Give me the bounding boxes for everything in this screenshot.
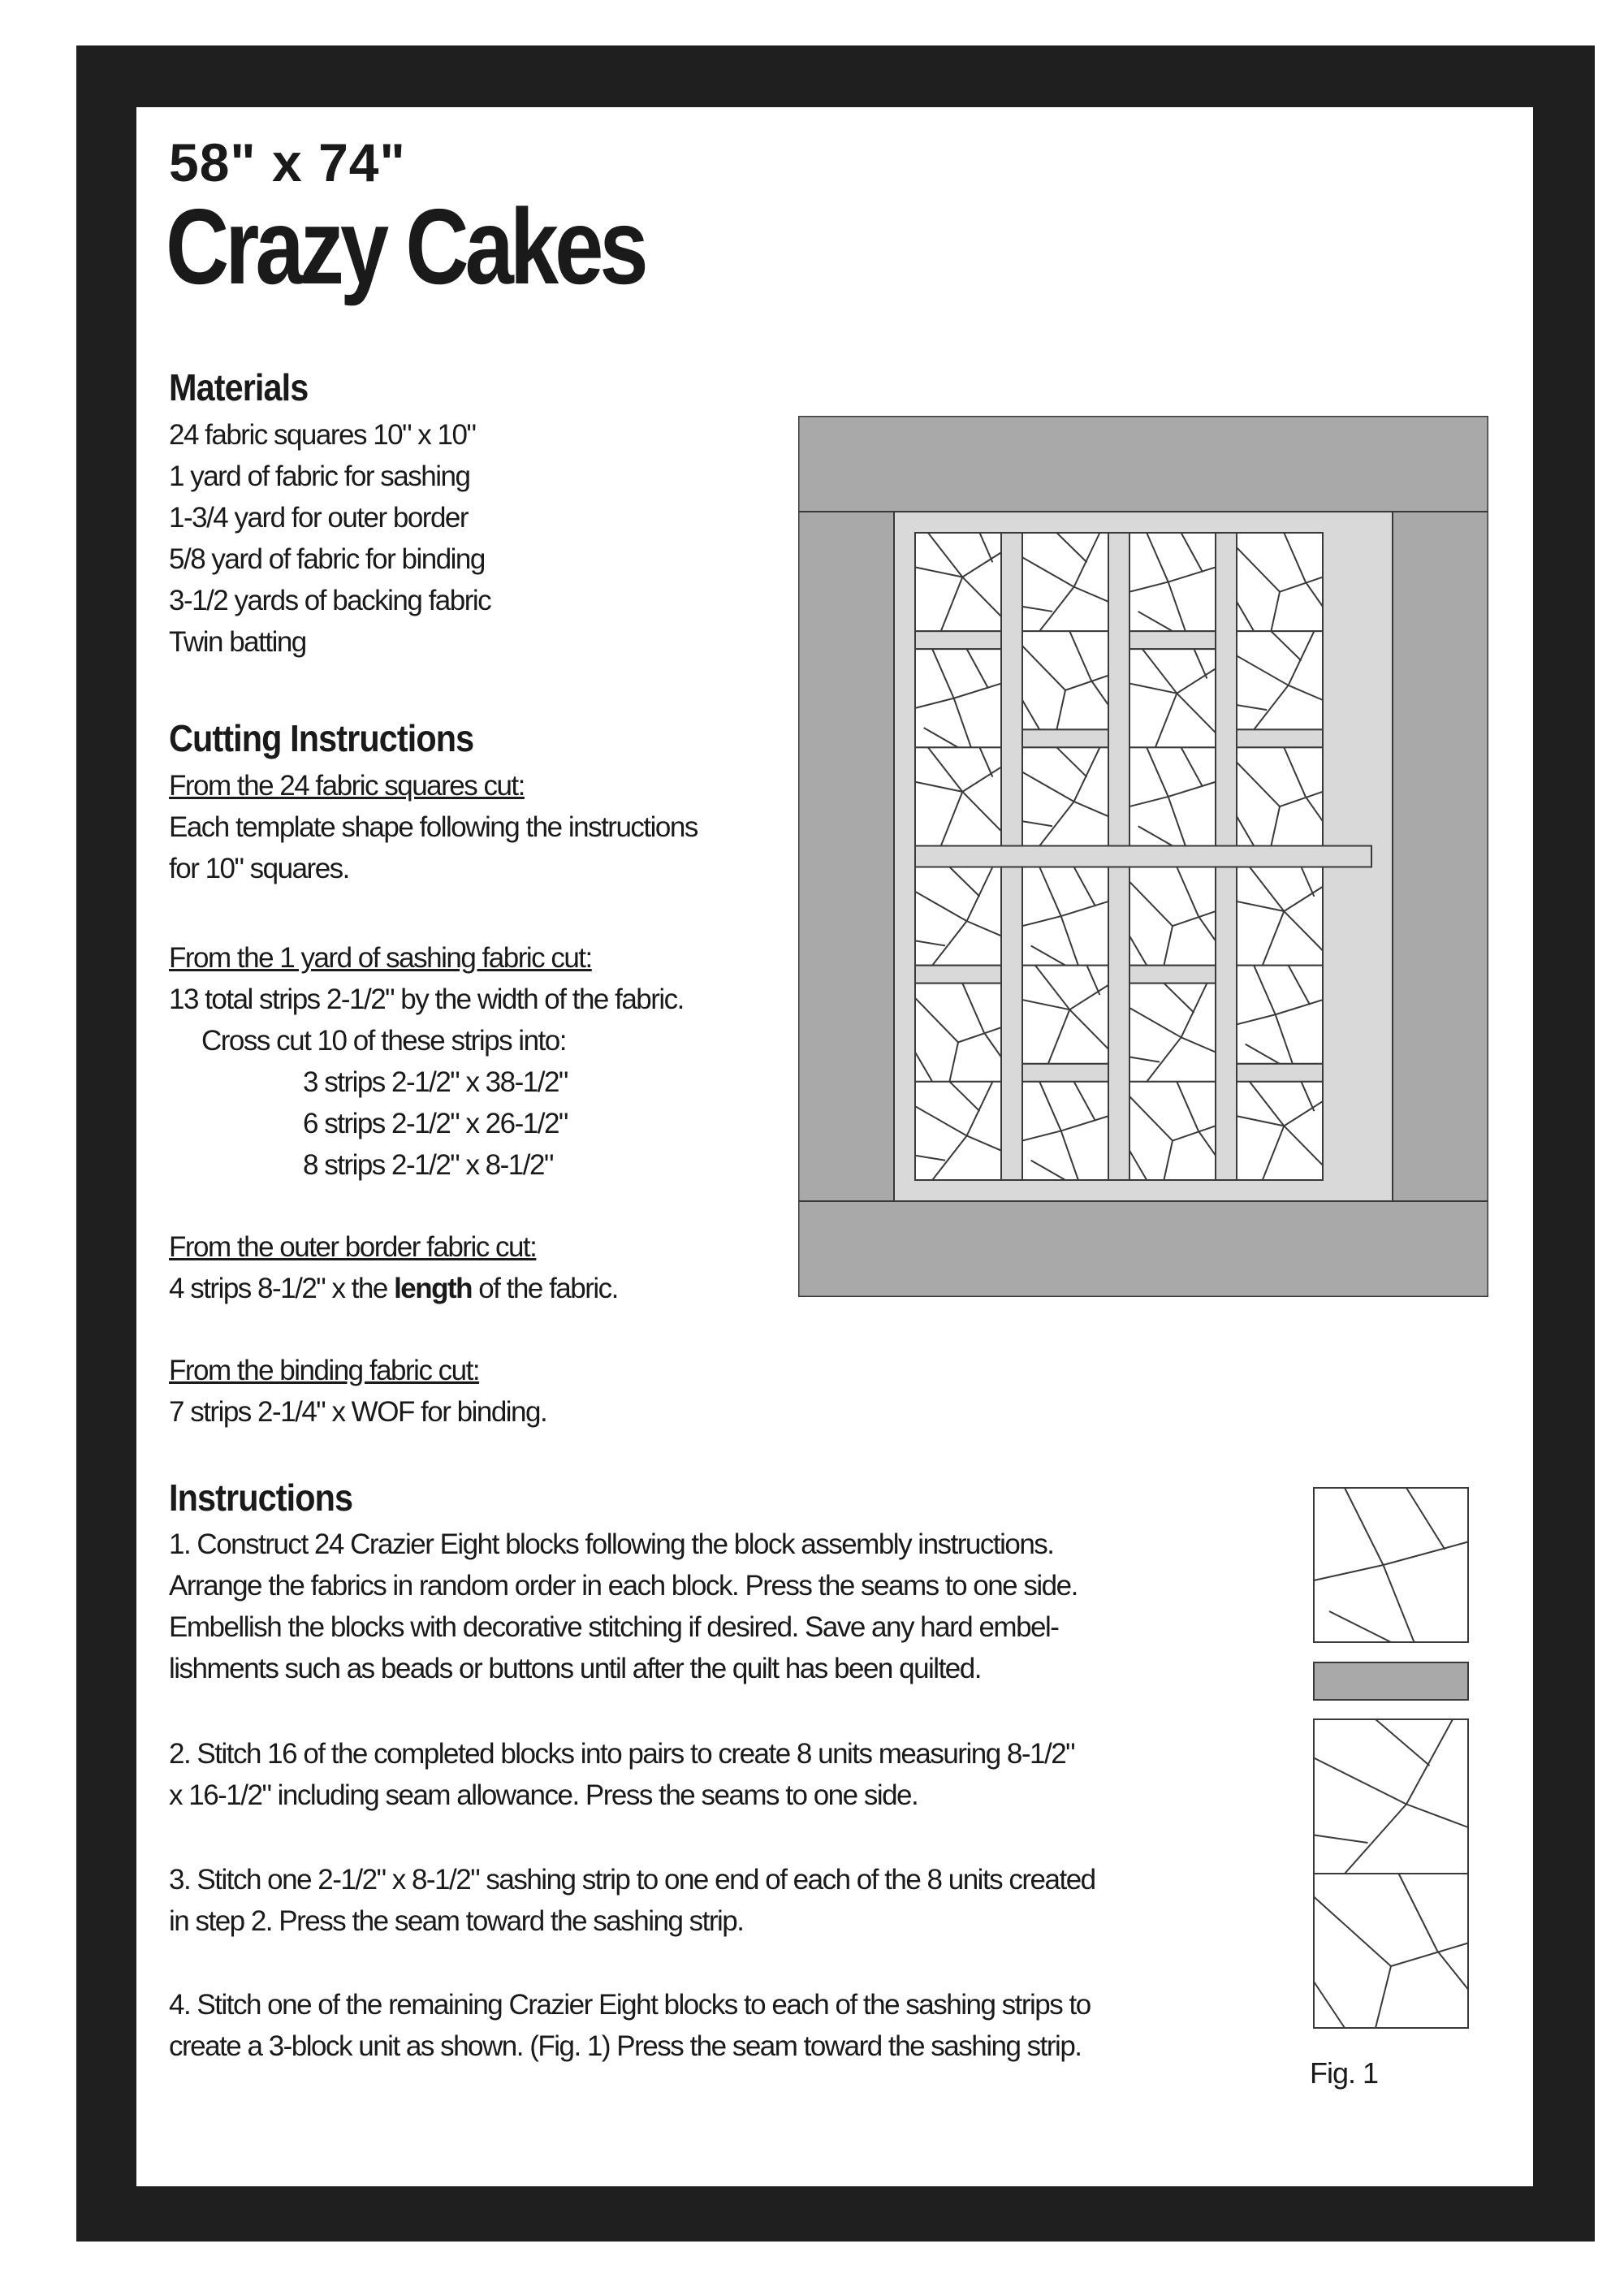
list-item: 24 fabric squares 10" x 10"	[169, 419, 476, 451]
cutting-heading: Cutting Instructions	[169, 717, 474, 759]
crazy-block	[1129, 533, 1216, 631]
crazy-block	[1129, 1082, 1216, 1180]
crazy-block	[1022, 747, 1108, 845]
crazy-block	[915, 533, 1001, 631]
block-square	[915, 533, 1001, 631]
instructions-heading: Instructions	[169, 1476, 353, 1519]
instruction-step-3	[169, 1859, 1306, 1942]
crazy-block	[915, 984, 1001, 1082]
text-line: Each template shape following the instructions	[169, 811, 698, 843]
cut-sashing-section	[169, 937, 684, 1186]
cut-sashing-label: From the 1 yard of sashing fabric cut:	[169, 942, 592, 974]
sashing-strip	[1022, 1064, 1108, 1082]
text-line: 3. Stitch one 2-1/2" x 8-1/2" sashing strip to one end of each of the 8 units created	[169, 1864, 1095, 1896]
cut-binding-label: From the binding fabric cut:	[169, 1355, 480, 1386]
block-square	[915, 649, 1001, 747]
sashing-strip	[915, 631, 1001, 649]
text-line	[169, 1268, 618, 1309]
crazy-block	[1314, 1488, 1468, 1642]
instruction-step-2	[169, 1733, 1306, 1816]
crazy-block	[1129, 649, 1216, 747]
crazy-block	[915, 1082, 1001, 1180]
text-line: in step 2. Press the seam toward the sashing strip.	[169, 1905, 744, 1937]
text-line: create a 3-block unit as shown. (Fig. 1) Press the seam toward the sashing strip.	[169, 2030, 1082, 2062]
block-square	[1022, 1082, 1108, 1180]
sashing-strip	[1129, 966, 1216, 984]
quilt-layout-diagram	[798, 416, 1488, 1297]
block-square	[1314, 1488, 1468, 1642]
list-item: 1 yard of fabric for sashing	[169, 460, 470, 492]
sashing-strip	[1314, 1662, 1468, 1700]
text-line: for 10" squares.	[169, 853, 349, 884]
block-square	[1022, 966, 1108, 1064]
instruction-step-1	[169, 1524, 1306, 1689]
crazy-block	[915, 867, 1001, 966]
block-square	[1237, 966, 1323, 1064]
cut-squares-section	[169, 765, 786, 889]
crazy-block	[1022, 1082, 1108, 1180]
text-line: Cross cut 10 of these strips into:	[201, 1025, 566, 1057]
crazy-block	[1237, 1082, 1323, 1180]
sashing-strip	[1237, 1064, 1323, 1082]
page-title: Crazy Cakes	[166, 187, 645, 306]
crazy-block	[1022, 966, 1108, 1064]
crazy-block	[1129, 984, 1216, 1082]
crazy-block	[1129, 867, 1216, 966]
text-line: 13 total strips 2-1/2" by the width of the fabric.	[169, 984, 684, 1015]
text-line: Embellish the blocks with decorative stitching if desired. Save any hard embel-	[169, 1611, 1059, 1643]
list-item: 1-3/4 yard for outer border	[169, 502, 469, 534]
block-square	[915, 747, 1001, 845]
crazy-block	[1314, 1874, 1468, 2028]
crazy-block	[915, 747, 1001, 845]
cut-squares-label: From the 24 fabric squares cut:	[169, 770, 525, 802]
block-square	[1022, 867, 1108, 966]
crazy-block	[1237, 533, 1323, 631]
crazy-block	[1237, 966, 1323, 1064]
pattern-page	[136, 107, 1533, 2186]
text-line: Arrange the fabrics in random order in each block. Press the seams to one side.	[169, 1570, 1078, 1602]
list-item: Twin batting	[169, 626, 306, 658]
materials-heading: Materials	[169, 366, 309, 409]
figure-1-diagram	[1306, 1480, 1476, 2048]
block-grid	[915, 533, 1371, 1180]
materials-list	[169, 414, 490, 663]
cut-list-item: 8 strips 2-1/2" x 8-1/2"	[303, 1149, 553, 1181]
crazy-block	[1237, 631, 1323, 729]
text-line: x 16-1/2" including seam allowance. Press the seams to one side.	[169, 1779, 918, 1811]
text-line: 7 strips 2-1/4" x WOF for binding.	[169, 1396, 547, 1428]
cut-border-section	[169, 1226, 618, 1309]
block-square	[1129, 649, 1216, 747]
three-block-unit	[1314, 1488, 1468, 2028]
text-line: 2. Stitch 16 of the completed blocks into pairs to create 8 units measuring 8-1/2"	[169, 1738, 1075, 1770]
quilt-size: 58" x 74"	[169, 132, 406, 192]
text-span: of the fabric.	[472, 1273, 618, 1304]
list-item: 3-1/2 yards of backing fabric	[169, 585, 491, 616]
list-item: 5/8 yard of fabric for binding	[169, 543, 485, 575]
block-square	[1129, 747, 1216, 845]
instruction-step-4	[169, 1984, 1306, 2067]
crazy-block	[915, 649, 1001, 747]
block-square	[1237, 1082, 1323, 1180]
text-line: lishments such as beads or buttons until after the quilt has been quilted.	[169, 1653, 981, 1684]
block-square	[1237, 867, 1323, 966]
crazy-block	[1022, 631, 1108, 729]
text-span: 4 strips 8-1/2" x the	[169, 1273, 395, 1304]
crazy-block	[1129, 747, 1216, 845]
crazy-block	[1022, 867, 1108, 966]
text-line: 1. Construct 24 Crazier Eight blocks following the block assembly instructions.	[169, 1528, 1054, 1560]
crazy-block	[1237, 747, 1323, 845]
figure-caption: Fig. 1	[1310, 2056, 1379, 2090]
crazy-block	[1022, 533, 1108, 631]
text-line: 4. Stitch one of the remaining Crazier Eight blocks to each of the sashing strips to	[169, 1989, 1091, 2021]
block-square	[1129, 533, 1216, 631]
crazy-block	[1237, 867, 1323, 966]
crazy-block	[1314, 1719, 1468, 1874]
sashing-strip	[1022, 729, 1108, 747]
cut-list-item: 3 strips 2-1/2" x 38-1/2"	[303, 1066, 568, 1098]
cut-border-label: From the outer border fabric cut:	[169, 1231, 537, 1263]
horizontal-sashing	[915, 846, 1371, 867]
sashing-strip	[915, 966, 1001, 984]
sashing-strip	[1237, 729, 1323, 747]
emphasis-text: length	[394, 1273, 473, 1304]
cut-binding-section	[169, 1350, 546, 1433]
sashing-strip	[1129, 631, 1216, 649]
cut-list-item: 6 strips 2-1/2" x 26-1/2"	[303, 1108, 568, 1139]
